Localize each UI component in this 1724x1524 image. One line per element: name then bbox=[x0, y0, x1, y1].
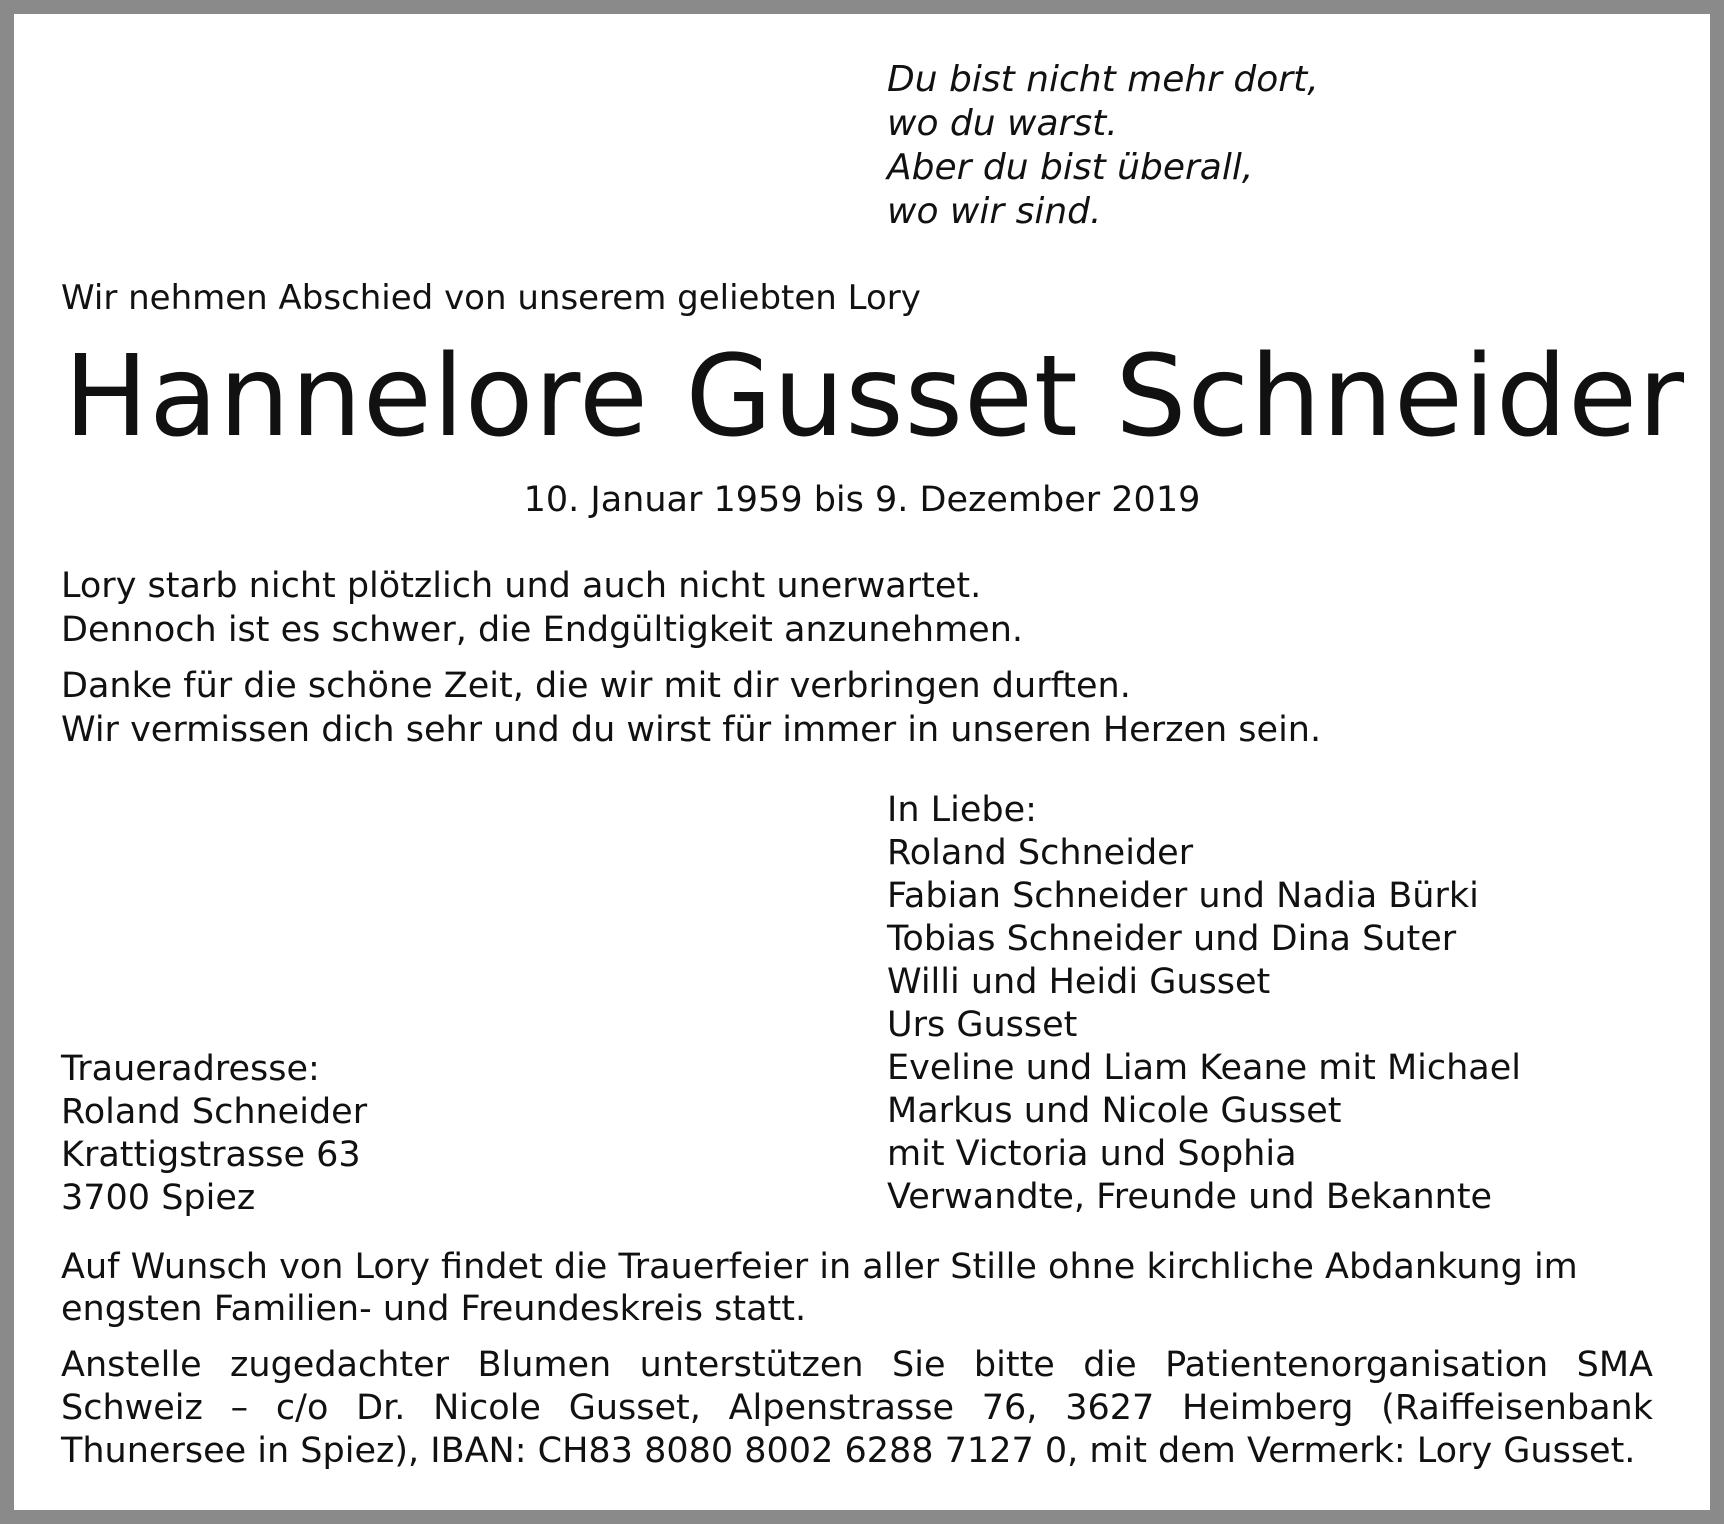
memorial-poem bbox=[887, 58, 1319, 234]
mourner-name: Eveline und Liam Keane mit Michael bbox=[887, 1048, 1521, 1088]
intro-text: Wir nehmen Abschied von unserem geliebten Lory bbox=[61, 278, 921, 318]
address-heading: Traueradresse: bbox=[61, 1049, 320, 1089]
message-line: Danke für die schöne Zeit, die wir mit dir verbringen durften. bbox=[61, 666, 1131, 706]
message-line: Dennoch ist es schwer, die Endgültigkeit anzunehmen. bbox=[61, 610, 1024, 650]
mourner-name: Urs Gusset bbox=[887, 1005, 1078, 1045]
mourner-name: Markus und Nicole Gusset bbox=[887, 1091, 1342, 1131]
life-dates: 10. Januar 1959 bis 9. Dezember 2019 bbox=[523, 480, 1201, 520]
poem-line: wo wir sind. bbox=[887, 191, 1102, 232]
mourner-name: Tobias Schneider und Dina Suter bbox=[887, 919, 1457, 959]
mourner-name: mit Victoria und Sophia bbox=[887, 1134, 1297, 1174]
mourners-list bbox=[887, 789, 1521, 1219]
obituary-notice bbox=[14, 14, 1710, 1510]
mourning-address bbox=[61, 1048, 367, 1220]
mourner-name: Verwandte, Freunde und Bekannte bbox=[887, 1177, 1493, 1217]
mourner-name: Fabian Schneider und Nadia Bürki bbox=[887, 876, 1479, 916]
message-paragraph-2 bbox=[61, 664, 1321, 752]
donation-notice: Anstelle zugedachter Blumen unterstützen Sie bitte die Patientenorganisation SMA Schweiz – c/o Dr. Nicole Gusset, Alpenstrasse 76, 3627 Heimberg (Raiffeisenbank Thunersee in Spiez), IBAN: CH83 8080 8002 6288 7127 0, mit dem Vermerk: Lory Gusset. bbox=[61, 1345, 1653, 1471]
message-line: Wir vermissen dich sehr und du wirst für immer in unseren Herzen sein. bbox=[61, 710, 1322, 750]
message-paragraph-1 bbox=[61, 564, 1023, 652]
deceased-name: Hannelore Gusset Schneider bbox=[64, 332, 1686, 462]
mourner-name: Willi und Heidi Gusset bbox=[887, 962, 1271, 1002]
address-name: Roland Schneider bbox=[61, 1092, 368, 1132]
message-line: Lory starb nicht plötzlich und auch nicht unerwartet. bbox=[61, 566, 982, 606]
address-city: 3700 Spiez bbox=[61, 1178, 256, 1218]
poem-line: Du bist nicht mehr dort, bbox=[887, 59, 1319, 100]
address-street: Krattigstrasse 63 bbox=[61, 1135, 361, 1175]
poem-line: Aber du bist überall, bbox=[887, 147, 1254, 188]
mourner-name: Roland Schneider bbox=[887, 833, 1194, 873]
poem-line: wo du warst. bbox=[887, 103, 1118, 144]
ceremony-notice: Auf Wunsch von Lory findet die Trauerfeier in aller Stille ohne kirchliche Abdankung im engsten Familien- und Freundeskreis statt. bbox=[61, 1247, 1578, 1329]
mourners-heading: In Liebe: bbox=[887, 790, 1037, 830]
